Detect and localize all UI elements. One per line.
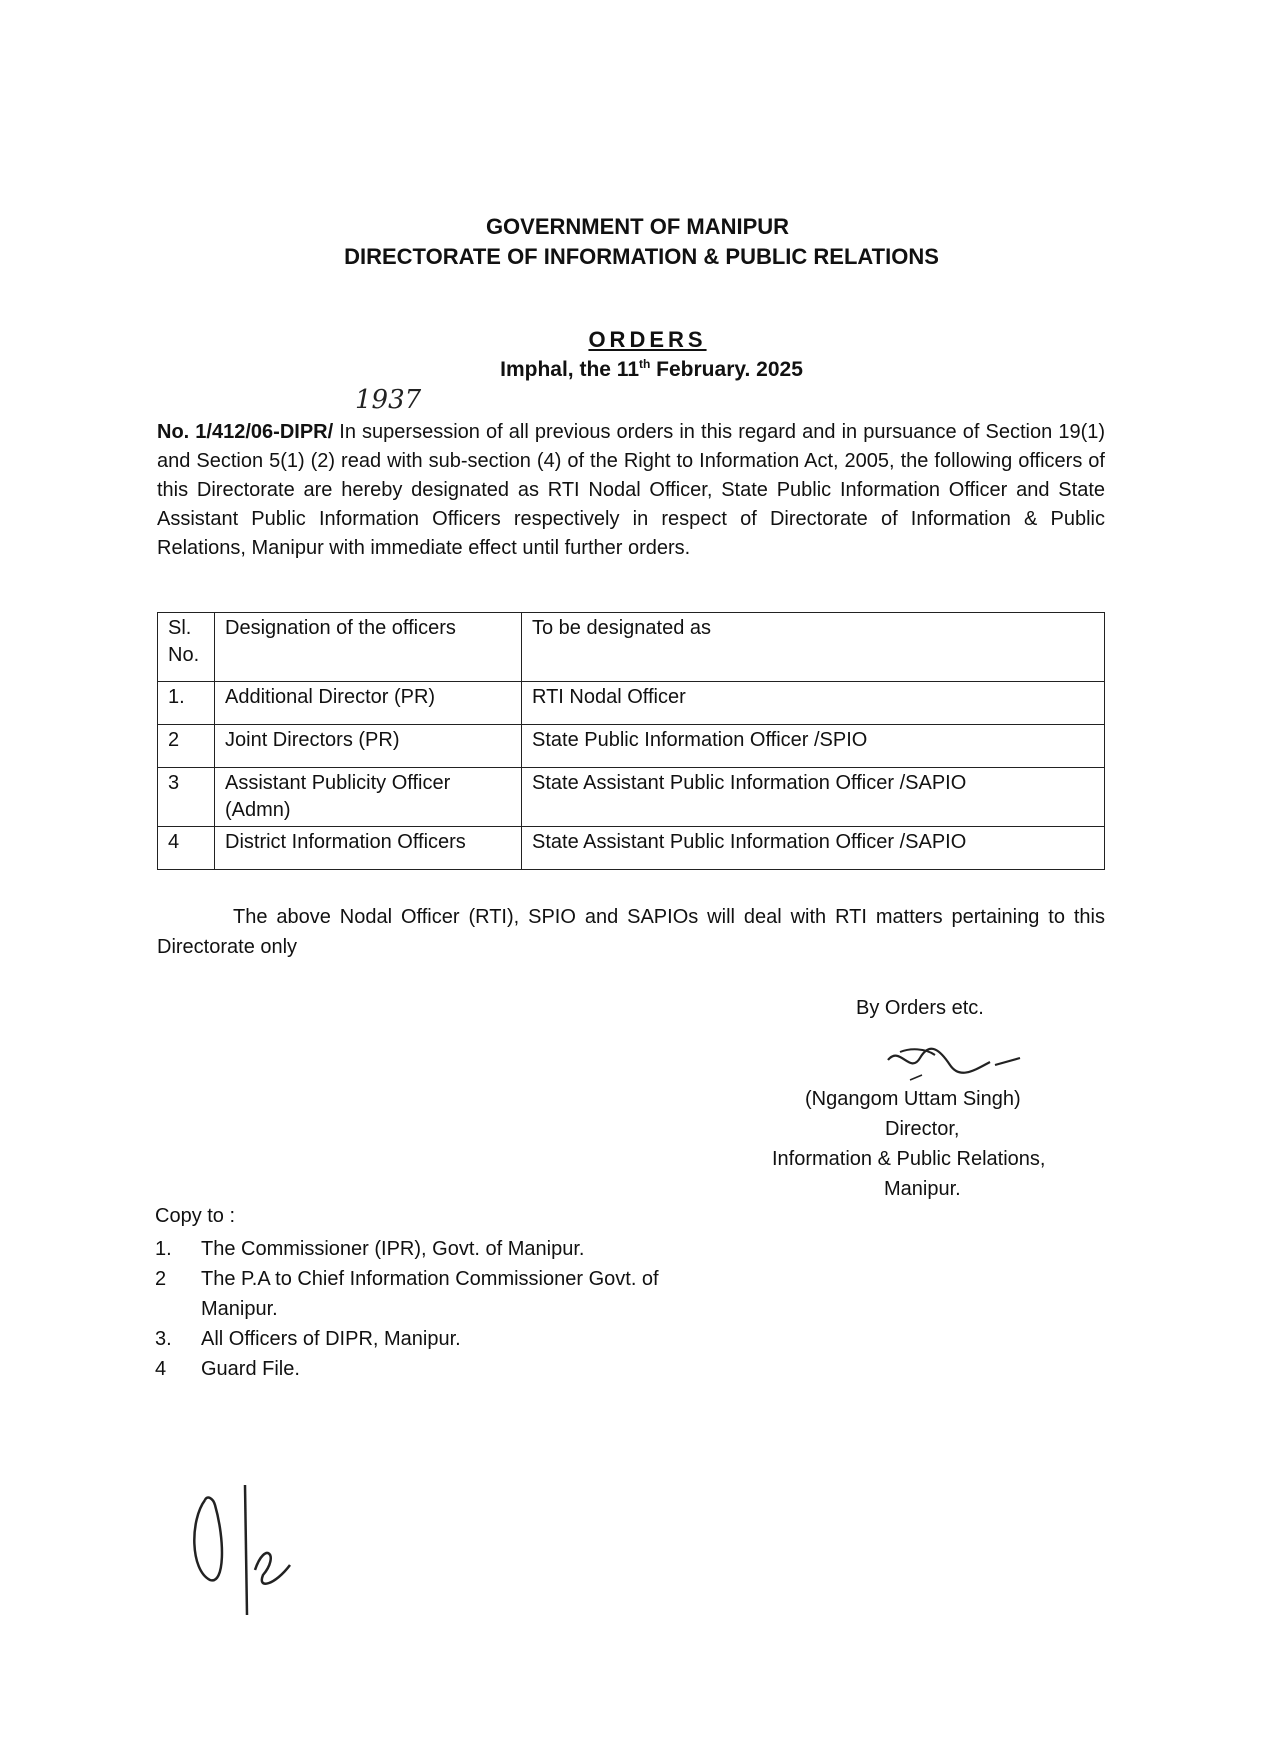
date-suffix-sup: th [639, 357, 651, 371]
date-suffix: February. 2025 [650, 358, 803, 381]
row-designation: District Information Officers [215, 827, 522, 870]
directorate-title: DIRECTORATE OF INFORMATION & PUBLIC RELATIONS [344, 244, 939, 269]
row-designation: Joint Directors (PR) [215, 725, 522, 768]
header-sl-no: Sl. No. [158, 613, 215, 682]
date-prefix: Imphal, the 11 [500, 358, 640, 381]
table-row [158, 725, 1105, 768]
list-item-text: Guard File. [201, 1358, 300, 1380]
row-designated-as: State Public Information Officer /SPIO [522, 725, 1105, 768]
table-row [158, 682, 1105, 725]
order-text: In supersession of all previous orders in this regard and in pursuance of Section 19(1) and Section 5(1) (2) read with sub-section (4) of the Right to Information Act, 2005, the following officers of this Directorate are hereby designated as RTI Nodal Officer, State Public Information Officer and State Assistant Public Information Officers respectively in respect of Directorate of Information & Public Relations, Manipur with immediate effect until further orders. [157, 421, 1106, 559]
row-sl-no: 1. [158, 682, 215, 725]
signatory-designation: Director, [885, 1118, 960, 1140]
handwritten-signature [880, 1040, 1030, 1095]
header-designation: Designation of the officers [215, 613, 522, 682]
list-item-number: 2 [155, 1268, 167, 1290]
row-designation: Additional Director (PR) [215, 682, 522, 725]
handwritten-initials [185, 1480, 305, 1625]
list-item [155, 1264, 731, 1324]
row-designation: Assistant Publicity Officer (Admn) [215, 768, 522, 827]
copy-to-list [155, 1234, 731, 1384]
closing-paragraph: The above Nodal Officer (RTI), SPIO and SAPIOs will deal with RTI matters pertaining to this Directorate only [157, 906, 1105, 958]
government-title: GOVERNMENT OF MANIPUR [485, 214, 790, 239]
table-header-row [158, 613, 1105, 682]
signatory-department: Information & Public Relations, [772, 1148, 1046, 1170]
row-sl-no: 2 [158, 725, 215, 768]
handwritten-order-number: 1937 [355, 385, 422, 415]
list-item [155, 1234, 731, 1264]
orders-heading: ORDERS [588, 327, 707, 352]
row-sl-no: 4 [158, 827, 215, 870]
copy-to-label: Copy to : [155, 1205, 236, 1227]
row-designated-as: State Assistant Public Information Officer /SAPIO [522, 827, 1105, 870]
row-designated-as: RTI Nodal Officer [522, 682, 1105, 725]
row-sl-no: 3 [158, 768, 215, 827]
signatory-name: (Ngangom Uttam Singh) [805, 1088, 1021, 1110]
by-orders: By Orders etc. [856, 997, 984, 1019]
row-designated-as: State Assistant Public Information Officer /SAPIO [522, 768, 1105, 827]
list-item-number: 4 [155, 1358, 167, 1380]
signatory-place: Manipur. [884, 1178, 961, 1200]
table-row [158, 768, 1105, 827]
order-date [0, 357, 1275, 382]
list-item-text: The P.A to Chief Information Commissioner Govt. of Manipur. [201, 1268, 659, 1320]
table-row [158, 827, 1105, 870]
list-item-text: The Commissioner (IPR), Govt. of Manipur. [201, 1238, 585, 1260]
list-item [155, 1354, 731, 1384]
officers-table [157, 612, 1105, 870]
list-item-text: All Officers of DIPR, Manipur. [201, 1328, 461, 1350]
list-item [155, 1324, 731, 1354]
list-item-number: 1. [155, 1238, 172, 1260]
list-item-number: 3. [155, 1328, 172, 1350]
order-paragraph [157, 418, 1105, 563]
header-designated-as: To be designated as [522, 613, 1105, 682]
order-number: No. 1/412/06-DIPR/ [157, 421, 334, 443]
